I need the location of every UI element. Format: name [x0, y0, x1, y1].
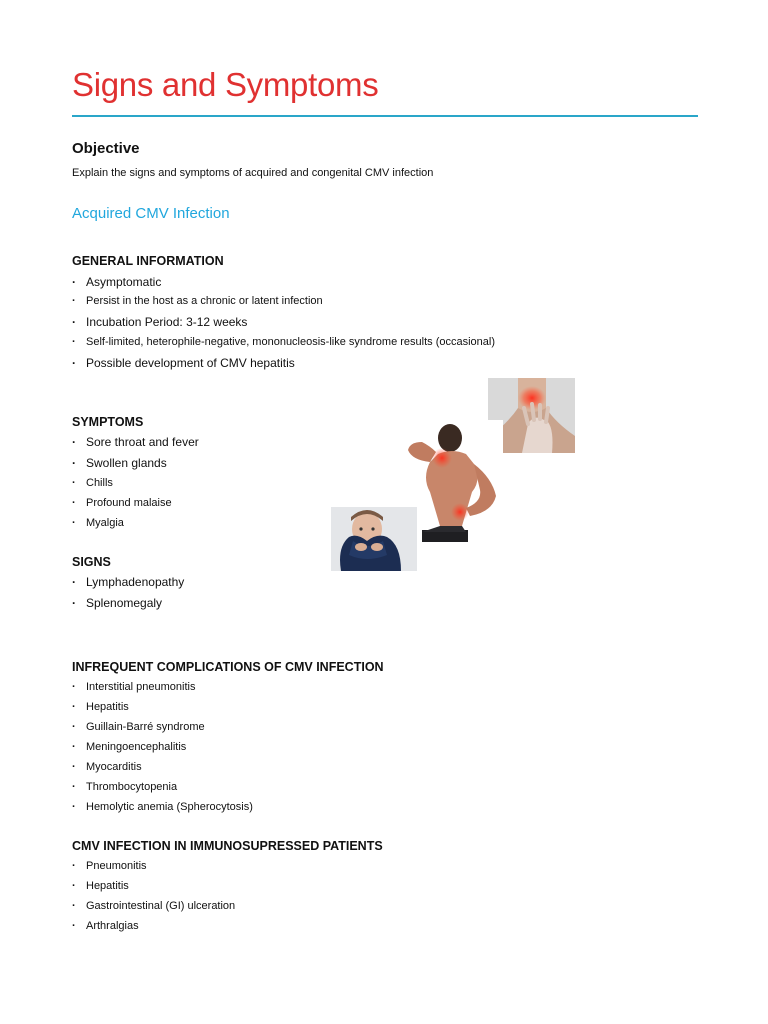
page-title: Signs and Symptoms — [72, 66, 379, 103]
signs-list — [72, 575, 184, 617]
list-item: · Lymphadenopathy — [72, 575, 184, 596]
complications-heading: INFREQUENT COMPLICATIONS OF CMV INFECTION — [72, 660, 384, 674]
list-item: · Sore throat and fever — [72, 435, 199, 456]
general-info-heading: GENERAL INFORMATION — [72, 254, 224, 268]
immuno-list — [72, 860, 235, 940]
list-item: · Myalgia — [72, 517, 199, 537]
chills-blanket-photo — [331, 507, 417, 571]
list-item: · Meningoencephalitis — [72, 741, 253, 761]
objective-text: Explain the signs and symptoms of acquired and congenital CMV infection — [72, 167, 434, 179]
list-item: · Persist in the host as a chronic or latent infection — [72, 295, 495, 315]
list-item: · Profound malaise — [72, 497, 199, 517]
list-item: · Chills — [72, 477, 199, 497]
acquired-heading: Acquired CMV Infection — [72, 205, 230, 222]
general-info-list — [72, 275, 495, 376]
list-item: · Swollen glands — [72, 456, 199, 477]
list-item: · Interstitial pneumonitis — [72, 681, 253, 701]
list-item: · Incubation Period: 3-12 weeks — [72, 315, 495, 336]
complications-list — [72, 681, 253, 821]
list-item: · Thrombocytopenia — [72, 781, 253, 801]
symptoms-list — [72, 435, 199, 537]
list-item: · Self-limited, heterophile-negative, mononucleosis-like syndrome results (occasional) — [72, 336, 495, 356]
immuno-heading: CMV INFECTION IN IMMUNOSUPRESSED PATIENTS — [72, 839, 383, 853]
title-divider — [72, 115, 698, 117]
list-item: · Arthralgias — [72, 920, 235, 940]
list-item: · Pneumonitis — [72, 860, 235, 880]
objective-heading: Objective — [72, 140, 140, 157]
list-item: · Possible development of CMV hepatitis — [72, 356, 495, 376]
signs-heading: SIGNS — [72, 555, 111, 569]
list-item: · Hepatitis — [72, 701, 253, 721]
list-item: · Myocarditis — [72, 761, 253, 781]
list-item: · Asymptomatic — [72, 275, 495, 295]
list-item: · Splenomegaly — [72, 596, 184, 617]
list-item: · Gastrointestinal (GI) ulceration — [72, 900, 235, 920]
list-item: · Hemolytic anemia (Spherocytosis) — [72, 801, 253, 821]
list-item: · Guillain-Barré syndrome — [72, 721, 253, 741]
list-item: · Hepatitis — [72, 880, 235, 900]
symptoms-heading: SYMPTOMS — [72, 415, 144, 429]
